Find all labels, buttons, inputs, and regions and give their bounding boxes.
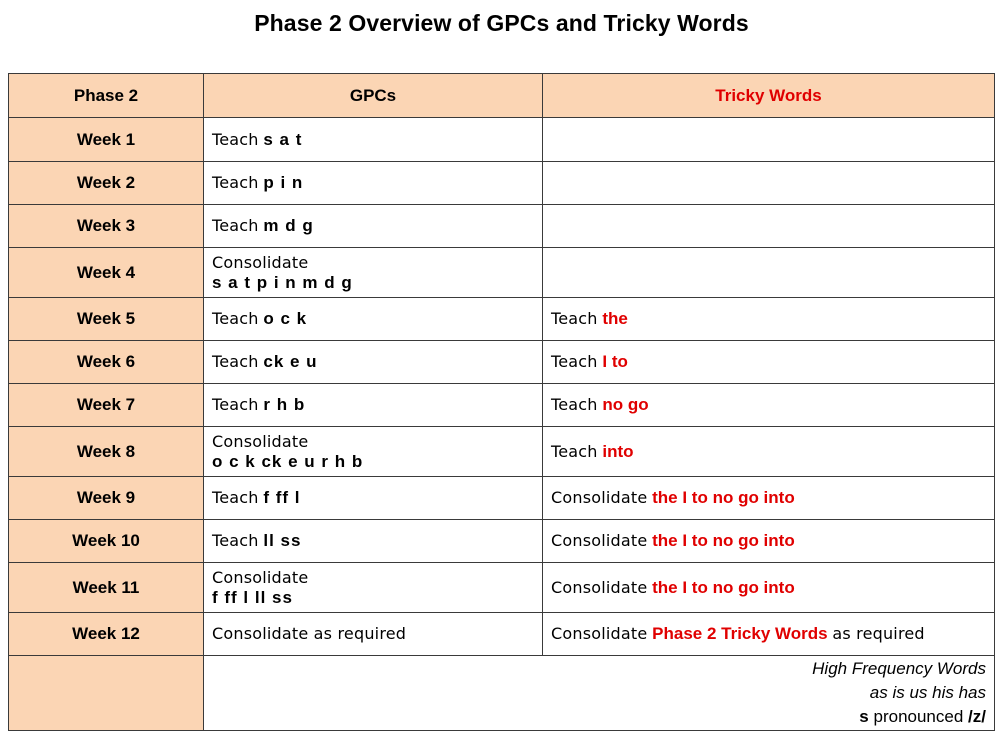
table-row	[9, 427, 995, 477]
hfw-note	[204, 656, 995, 731]
tricky-label: Consolidate	[551, 488, 648, 507]
week-cell	[9, 384, 204, 427]
tricky-label: Teach	[551, 352, 598, 371]
table-row	[9, 162, 995, 205]
tricky-words: into	[602, 441, 634, 461]
week-label: Week 2	[76, 173, 136, 192]
gpc-cell	[204, 520, 543, 563]
gpc-label: Consolidate	[212, 431, 309, 451]
gpc-label: Teach	[212, 352, 259, 371]
gpc-cell	[204, 248, 543, 298]
week-cell	[9, 613, 204, 656]
week-label: Week 4	[76, 262, 136, 282]
tricky-cell	[543, 341, 995, 384]
gpc-cell	[204, 384, 543, 427]
gpc-letters: ll ss	[263, 531, 302, 550]
gpc-letters: f ff l	[263, 488, 301, 507]
week-label: Week 12	[72, 624, 140, 643]
gpc-letters: p i n	[263, 173, 304, 192]
week-label: Week 9	[76, 488, 136, 507]
gpc-label: Teach	[212, 129, 259, 149]
hfw-words: as is us his has	[869, 683, 986, 702]
hfw-letter: s	[859, 707, 869, 726]
tricky-words: the I to no go into	[652, 577, 795, 597]
week-label: Week 7	[76, 395, 136, 414]
table-row	[9, 563, 995, 613]
week-label: Week 1	[76, 129, 136, 149]
gpc-label: Teach	[212, 173, 259, 192]
week-label: Week 3	[76, 216, 136, 235]
week-cell	[9, 427, 204, 477]
hfw-sound: /z/	[968, 707, 986, 726]
tricky-words: the I to no go into	[652, 488, 795, 507]
gpc-cell	[204, 427, 543, 477]
tricky-cell	[543, 477, 995, 520]
tricky-cell	[543, 427, 995, 477]
gpc-cell	[204, 298, 543, 341]
tricky-cell	[543, 162, 995, 205]
gpc-label: Consolidate	[212, 252, 309, 272]
tricky-cell	[543, 563, 995, 613]
week-cell	[9, 563, 204, 613]
header-phase: Phase 2	[9, 74, 204, 118]
hfw-pronunciation	[212, 705, 986, 729]
tricky-cell	[543, 118, 995, 162]
table-row	[9, 205, 995, 248]
gpc-label: Teach	[212, 395, 259, 414]
gpc-label: Teach	[212, 531, 259, 550]
tricky-cell	[543, 205, 995, 248]
gpc-cell	[204, 563, 543, 613]
week-label: Week 11	[72, 577, 140, 597]
gpc-letters: f ff l ll ss	[212, 587, 293, 607]
gpc-cell	[204, 477, 543, 520]
hfw-pronounced: pronounced	[873, 707, 964, 726]
gpc-cell	[204, 162, 543, 205]
gpc-letters: r h b	[263, 395, 306, 414]
tricky-label: Consolidate	[551, 624, 648, 643]
page-title: Phase 2 Overview of GPCs and Tricky Words	[254, 10, 749, 36]
tricky-label: Consolidate	[551, 531, 648, 550]
gpc-label: Consolidate	[212, 567, 309, 587]
gpc-letters: s a t p i n m d g	[212, 272, 353, 292]
week-cell	[9, 341, 204, 384]
gpc-label: Consolidate as required	[212, 624, 407, 643]
gpc-letters: s a t	[263, 129, 303, 149]
hfw-title: High Frequency Words	[812, 659, 986, 678]
week-label: Week 8	[76, 441, 136, 461]
tricky-cell	[543, 384, 995, 427]
week-cell	[9, 298, 204, 341]
table-row	[9, 520, 995, 563]
table-row	[9, 341, 995, 384]
week-cell	[9, 118, 204, 162]
table-row	[9, 298, 995, 341]
week-cell	[9, 520, 204, 563]
tricky-label: Consolidate	[551, 577, 648, 597]
tricky-cell	[543, 248, 995, 298]
header-gpcs: GPCs	[204, 74, 543, 118]
gpc-letters: ck e u	[263, 352, 318, 371]
tricky-cell	[543, 298, 995, 341]
week-cell	[9, 477, 204, 520]
week-label: Week 6	[76, 352, 136, 371]
week-label: Week 10	[72, 531, 140, 550]
gpc-cell	[204, 205, 543, 248]
gpc-letters: o c k	[263, 309, 308, 328]
gpc-letters: o c k ck e u r h b	[212, 451, 364, 471]
week-cell	[9, 162, 204, 205]
tricky-label: Teach	[551, 441, 598, 461]
tricky-words: Phase 2 Tricky Words	[652, 624, 828, 643]
header-row	[9, 74, 995, 118]
tricky-words: I to	[602, 352, 628, 371]
table-row	[9, 118, 995, 162]
tricky-cell	[543, 613, 995, 656]
table-row	[9, 477, 995, 520]
gpc-cell	[204, 613, 543, 656]
gpc-label: Teach	[212, 216, 259, 235]
gpc-label: Teach	[212, 488, 259, 507]
week-cell	[9, 205, 204, 248]
note-row	[9, 656, 995, 731]
note-empty-cell	[9, 656, 204, 731]
week-cell	[9, 248, 204, 298]
table-row	[9, 384, 995, 427]
tricky-words: the I to no go into	[652, 531, 795, 550]
gpc-label: Teach	[212, 309, 259, 328]
gpc-letters: m d g	[263, 216, 314, 235]
week-label: Week 5	[76, 309, 136, 328]
tricky-label: Teach	[551, 309, 598, 328]
phase-overview-table	[8, 73, 995, 731]
tricky-label: Teach	[551, 395, 598, 414]
tricky-words: no go	[602, 395, 649, 414]
gpc-cell	[204, 118, 543, 162]
tricky-suffix: as required	[832, 624, 925, 643]
table-row	[9, 248, 995, 298]
tricky-cell	[543, 520, 995, 563]
header-tricky-words: Tricky Words	[543, 74, 995, 118]
gpc-cell	[204, 341, 543, 384]
tricky-words: the	[602, 309, 628, 328]
table-row	[9, 613, 995, 656]
